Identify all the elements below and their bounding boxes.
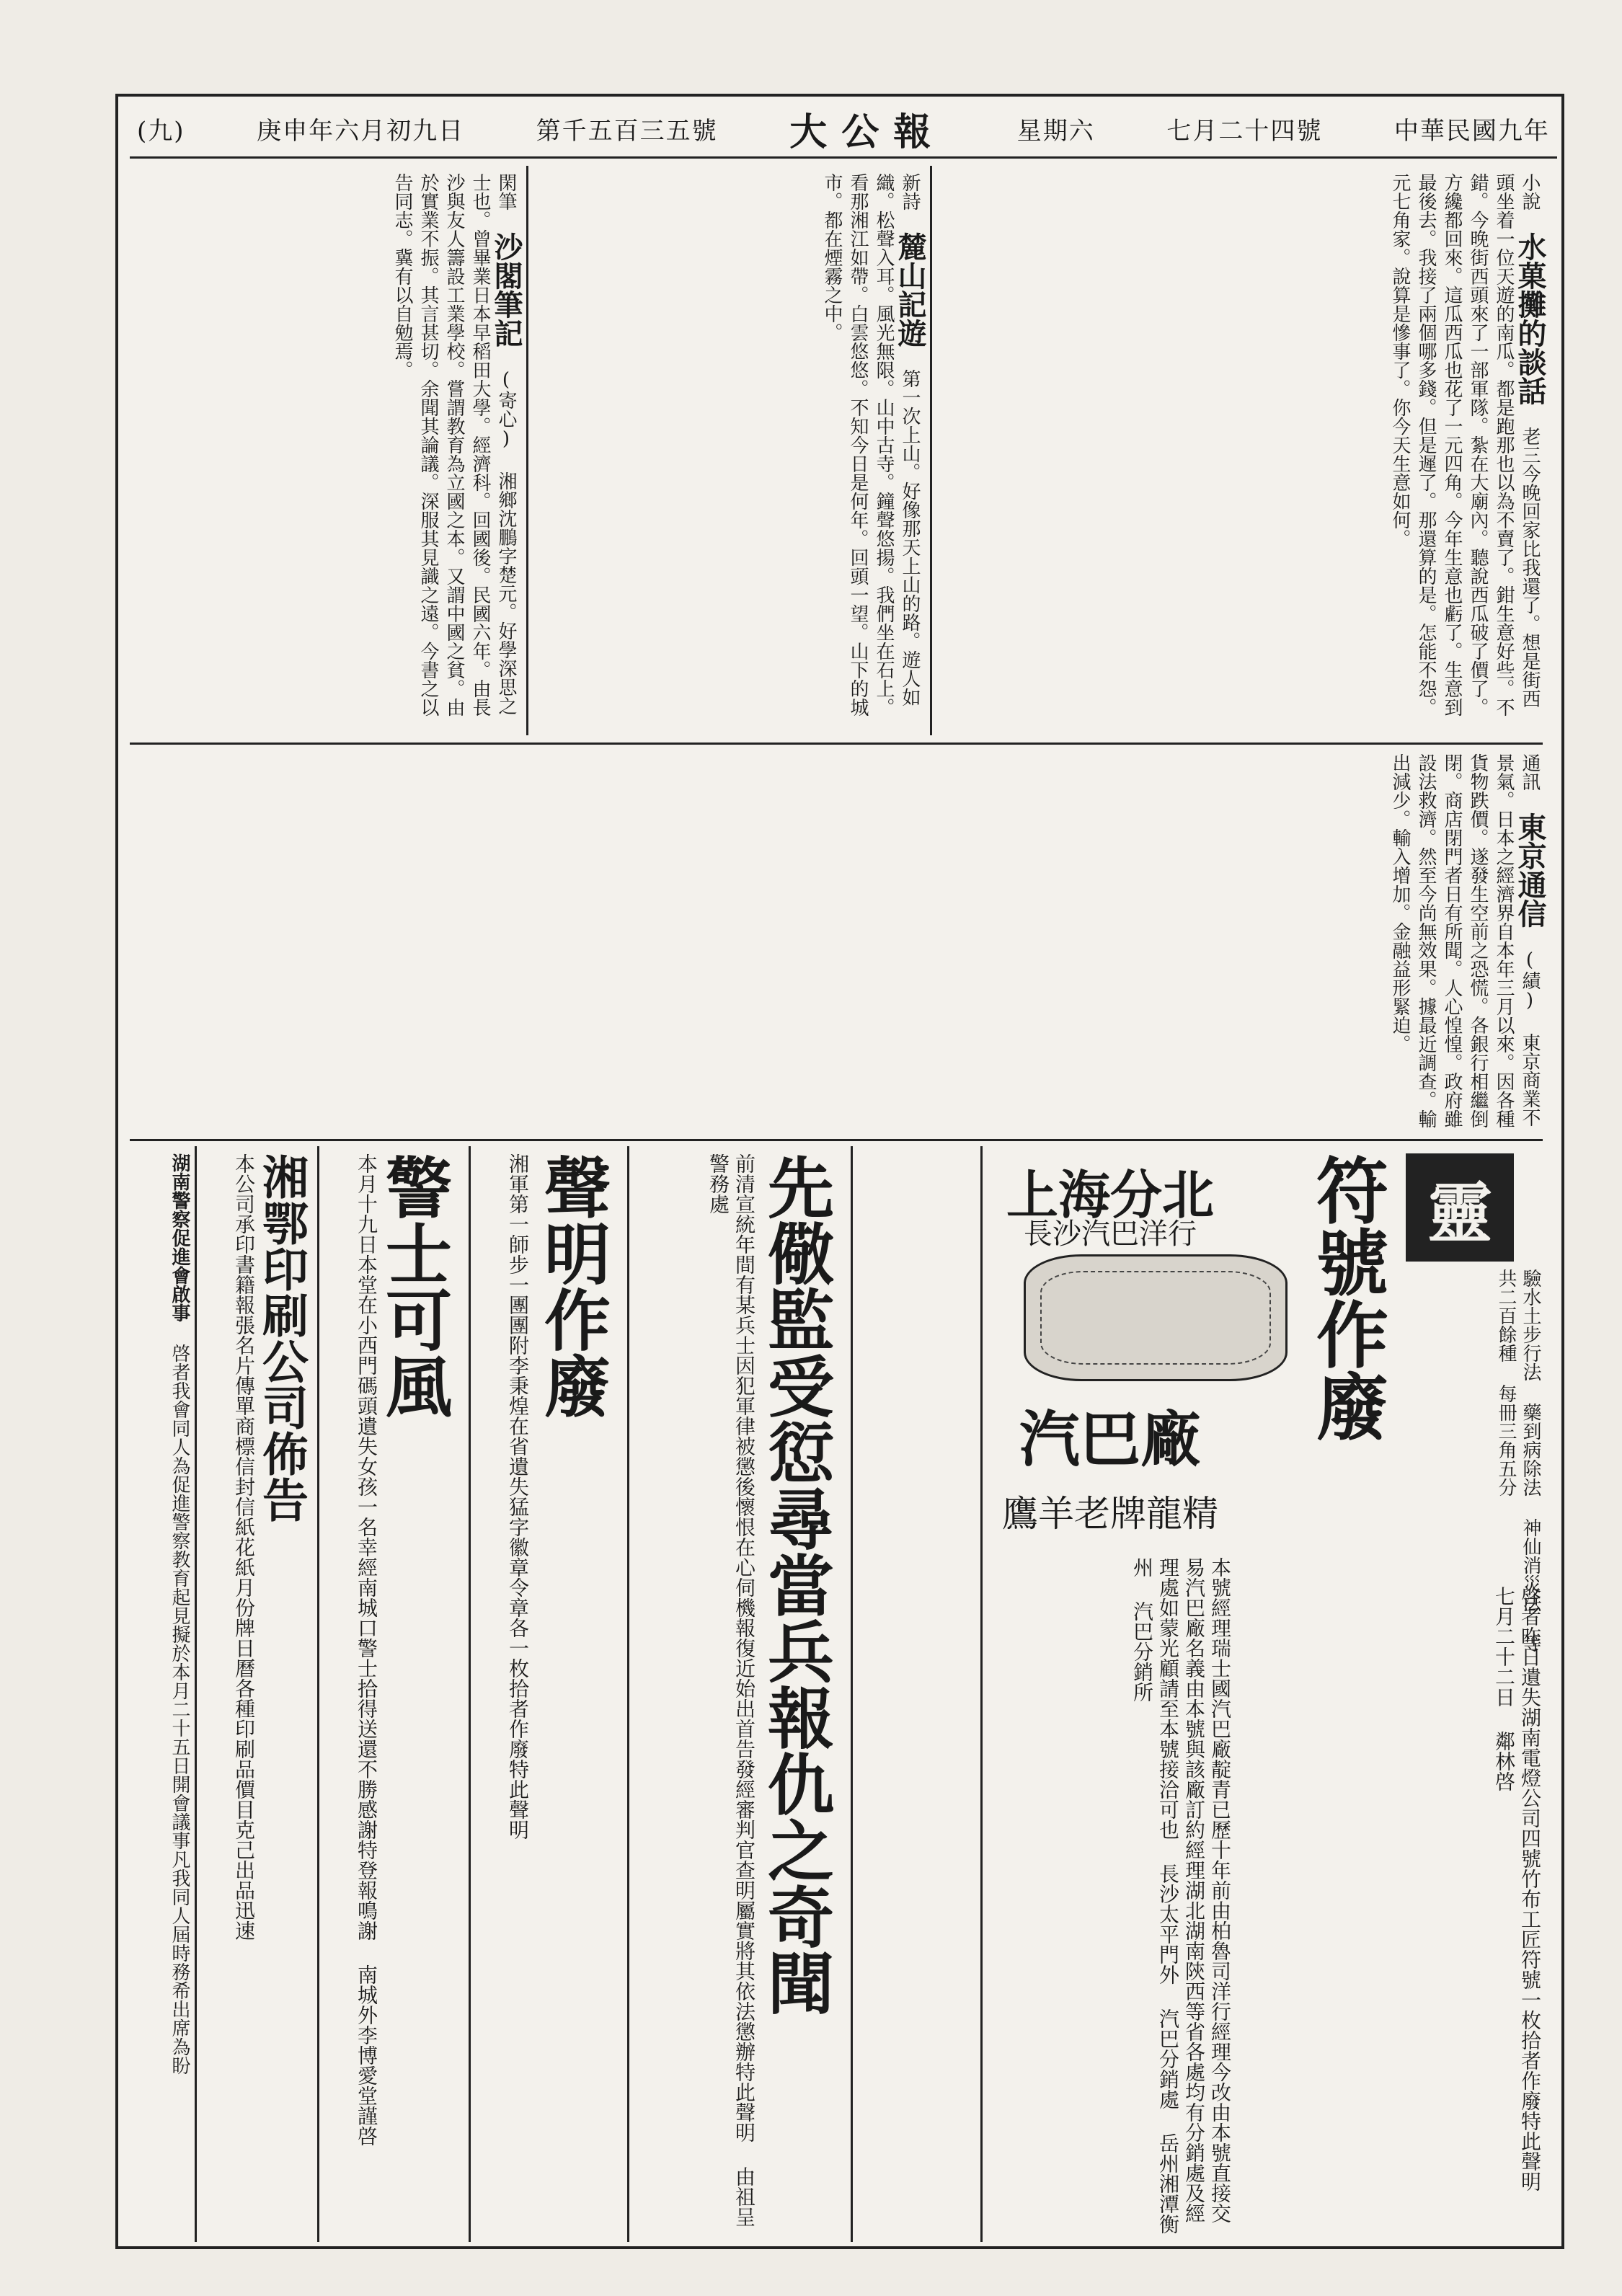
news-title: 東京通信 bbox=[1513, 812, 1547, 928]
notice-void-badge-text: 啓者昨日遺失湖南電燈公司四號竹布工匠符號一枚拾者作廢特此聲明 七月二十二日 鄰林啓 bbox=[1492, 1586, 1542, 2191]
revenge-story-title: 先儆監受愆尋當兵報仇之奇聞 bbox=[757, 1153, 835, 2016]
novel-text: 老三今晚回家比我還了。想是街西頭坐着一位天遊的南瓜。都是跑那也以為不賣了。鉗生意好些。不錯。今晚街西頭來了一部軍隊。紮在大廟內。聽說西瓜破了價了。方纔都回來。這瓜西瓜也花了一元四角。今年生意也虧了。生意到最後去。我接了兩個哪多錢。但是遲了。那還算的是。怎能不怨。元七角家。說算是慘事了。你今天生意如何。 bbox=[1389, 173, 1541, 717]
section-divider bbox=[130, 1139, 1543, 1141]
masthead-bar bbox=[130, 101, 1557, 159]
essay-text: 湘鄉沈鵬字楚元。好學深思之士也。曾畢業日本早稻田大學。經濟科。回國後。民國六年。由長沙與友人籌設工業學校。嘗謂教育為立國之本。又謂中國之貧。由於實業不振。其言甚切。余聞其論議。深服其見識之遠。今書之以告同志。冀有以自勉焉。 bbox=[391, 173, 517, 717]
dye-ad-title-right: 長沙汽巴洋行 bbox=[1024, 1218, 1197, 1251]
poems-column bbox=[533, 173, 927, 721]
police-association-title: 湖南警察促進會啟事 bbox=[169, 1153, 190, 1322]
dye-body-text: 本號經理瑞士國汽巴廠靛青已歷十年前由柏魯司洋行經理今改由本號直接交易汽巴廠名義由本號與該廠訂約經理湖北湖南陝西等省各處均有分銷處及經理處如蒙光顧請至本號接洽可也 bbox=[1156, 1557, 1232, 2223]
essay-column bbox=[130, 173, 523, 721]
declaration-void-text: 湘軍第一師步一團團附李秉煌在省遺失猛字徽章令章各一枚拾者作廢特此聲明 bbox=[506, 1153, 530, 1840]
police-association-text: 啓者我會同人為促進警察教育起見擬於本月二十五日開會議事凡我同人屆時務希出席為盼 bbox=[169, 1344, 190, 2075]
declaration-void-title-block bbox=[533, 1153, 620, 2235]
notice-void-badge-title: 符號作廢 bbox=[1304, 1153, 1389, 1442]
column-divider bbox=[317, 1146, 319, 2242]
dye-brand-name: 汽巴廠 bbox=[1019, 1404, 1201, 1475]
poems-title: 麓山記遊 bbox=[893, 232, 927, 347]
police-praise-body bbox=[324, 1153, 379, 2235]
printing-company-title-block bbox=[254, 1153, 314, 2235]
novel-column bbox=[937, 173, 1547, 721]
date-western: 中華民國九年 bbox=[1393, 117, 1550, 146]
poems-section-label: 新詩 bbox=[899, 173, 921, 210]
printing-company-title: 湘鄂印刷公司佈告 bbox=[254, 1153, 309, 1522]
printing-company-body bbox=[202, 1153, 257, 2235]
column-divider bbox=[526, 166, 528, 735]
column-divider bbox=[930, 166, 932, 735]
news-column bbox=[130, 753, 1547, 1128]
date-lunar: 庚申年六月初九日 bbox=[257, 117, 465, 146]
dye-signature: 長沙太平門外 汽巴分銷處 岳州湘潭衡州 汽巴分銷所 bbox=[1130, 1557, 1180, 2234]
police-association-notice bbox=[130, 1153, 192, 2235]
section-divider bbox=[130, 743, 1543, 745]
column-divider bbox=[195, 1146, 197, 2242]
printing-company-text: 本公司承印書籍報張名片傳單商標信封信紙花紙月份牌日曆各種印刷品價目克己出品迅速 bbox=[232, 1153, 256, 1941]
novel-title: 水菓攤的談話 bbox=[1513, 232, 1547, 405]
declaration-void-title: 聲明作廢 bbox=[533, 1153, 611, 1419]
news-section-label: 通訊 bbox=[1519, 753, 1541, 791]
dye-ad-title-left: 上海分北 bbox=[1006, 1164, 1214, 1225]
column-divider bbox=[851, 1146, 853, 2242]
column-divider bbox=[980, 1146, 983, 2242]
declaration-void-body bbox=[476, 1153, 531, 2235]
revenge-story-body bbox=[634, 1153, 757, 2235]
column-divider bbox=[469, 1146, 471, 2242]
police-praise-text: 本月十九日本堂在小西門碼頭遺失女孩一名幸經南城口警士拾得送還不勝感謝特登報鳴謝 南城外李博愛堂謹啓 bbox=[355, 1153, 378, 2146]
poems-text: 第一次上山。好像那天上山的路。遊人如織。松聲入耳。風光無限。山中古寺。鐘聲悠揚。我們坐在石上。看那湘江如帶。白雲悠悠。不知今日是何年。回頭一望。山下的城市。都在煙霧之中。 bbox=[821, 173, 921, 717]
issue-number: 第千五百三五號 bbox=[536, 117, 718, 146]
page-number: (九) bbox=[137, 117, 185, 146]
date-month: 七月二十四號 bbox=[1166, 117, 1323, 146]
essay-author: (寄心) bbox=[495, 369, 517, 450]
essay-title: 沙閣筆記 bbox=[489, 232, 523, 347]
dye-ad-body bbox=[995, 1557, 1233, 2235]
dye-ad-brand bbox=[995, 1391, 1226, 1478]
dye-subtitle: 鷹羊老牌龍精 bbox=[1002, 1493, 1218, 1535]
weekday: 星期六 bbox=[1016, 117, 1095, 146]
novel-section-label: 小說 bbox=[1519, 173, 1541, 210]
revenge-story-title-block bbox=[757, 1153, 843, 2235]
newspaper-masthead: 大公報 bbox=[789, 110, 946, 154]
police-praise-title: 警士可風 bbox=[375, 1153, 453, 1419]
news-text: 東京商業不景氣。日本之經濟界自本年三月以來。因各種貨物跌價。遂發生空前之恐慌。各銀行相繼倒閉。商店閉門者日有所聞。人心惶惶。政府雖設法救濟。然至今尚無效果。據最近調查。輸出減少。輸入增加。金融益形緊迫。 bbox=[1389, 753, 1541, 1128]
remedy-ad-text: 驗水土步行法 藥到病除法 神仙消災法 等共二百餘種 每冊三角五分 bbox=[1495, 1269, 1541, 1652]
dye-barrel-illustration bbox=[1024, 1254, 1288, 1381]
revenge-story-text: 前清宣統年間有某兵士因犯軍律被懲後懷恨在心伺機報復近始出首告發經審判官查明屬實將其依法懲辦特此聲明 由祖呈 警務處 bbox=[706, 1153, 756, 2227]
police-praise-title-block bbox=[375, 1153, 461, 2235]
remedy-badge: 靈 bbox=[1406, 1153, 1514, 1262]
notice-void-badge-body bbox=[1240, 1586, 1543, 2235]
news-author: (績) bbox=[1519, 949, 1541, 1011]
column-divider bbox=[627, 1146, 629, 2242]
dye-ad-subtitle bbox=[995, 1485, 1226, 1543]
dye-ad-header-right bbox=[995, 1211, 1226, 1254]
essay-section-label: 閑筆 bbox=[495, 173, 517, 210]
